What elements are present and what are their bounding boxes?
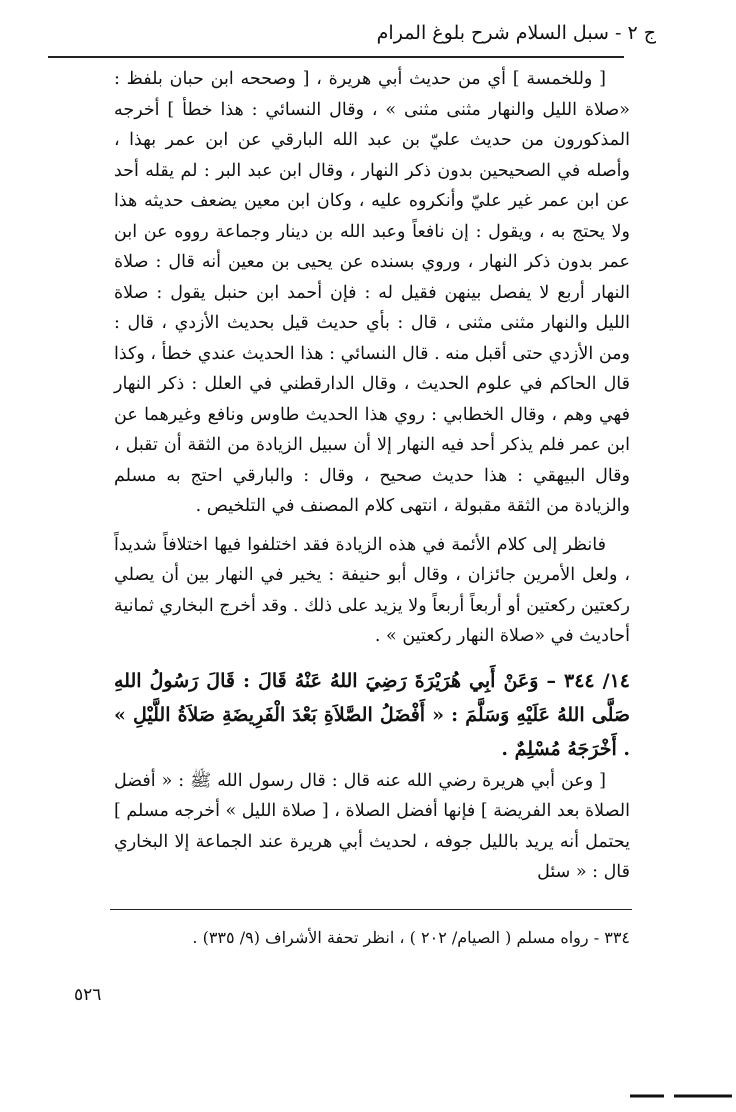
hadith-number: ١٤/ ٣٤٤ [563, 669, 630, 692]
footnote-rule [110, 909, 632, 910]
page-number: ٥٢٦ [74, 985, 102, 1005]
body-paragraph: فانظر إلى كلام الأئمة في هذه الزيادة فقد اختلفوا فيها اختلافاً شديداً ، ولعل الأمرين جائزان ، وقال أبو حنيفة : يخير في النهار بين أن يصلي ركعتين ركعتين أو أربعاً أربعاً ولا يزيد على ذلك . وقد أخرج البخاري ثمانية أحاديث في «صلاة النهار ركعتين » . [114, 534, 630, 646]
header-rule [48, 56, 624, 58]
footnote: ٣٣٤ - رواه مسلم ( الصيام/ ٢٠٢ ) ، انظر تحفة الأشراف (٩/ ٣٣٥) . [192, 928, 630, 947]
scan-edge-mark [628, 1092, 734, 1098]
body-paragraph: [ وللخمسة ] أي من حديث أبي هريرة ، [ وصححه ابن حبان بلفظ : «صلاة الليل والنهار مثنى مثنى » ، وقال النسائي : هذا خطأ ] أخرجه المذكورون من حديث عليّ بن عبد الله البارقي عن ابن عمر بهذا ، وأصله في الصحيحين بدون ذكر النهار ، وقال ابن عبد البر : لم يقله أحد عن ابن عمر غير عليّ وأنكروه عليه ، وكان ابن معين يضعف حديثه هذا ولا يحتج به ، ويقول : إن نافعاً وعبد الله بن دينار وجماعة رووه عن ابن عمر بدون ذكر النهار ، وروي بسنده عن يحيى بن معين أنه قال : صلاة النهار أربع لا يفصل بينهن فقيل له : فإن أحمد ابن حنبل يقول : صلاة الليل والنهار مثنى مثنى ، قال : بأي حديث قيل بحديث الأزدي ، قال : ومن الأزدي حتى أقبل منه . قال النسائي : هذا الحديث عندي خطأ ، وكذا قال الحاكم في علوم الحديث ، وقال الدارقطني في العلل : ذكر النهار فهي وهم ، وقال الخطابي : روي هذا الحديث طاوس ونافع وغيرهما عن ابن عمر فلم يذكر أحد فيه النهار إلا أن سبيل الزيادة من الثقة أن تقبل ، وقال البيهقي : هذا حديث صحيح ، وقال : والبارقي احتج به مسلم والزيادة من الثقة مقبولة ، انتهى كلام المصنف في التلخيص . [114, 69, 630, 516]
hadith-body: – وَعَنْ أَبِي هُرَيْرَةَ رَضِيَ اللهُ عَنْهُ قَالَ : قَالَ رَسُولُ اللهِ صَلَّى اللهُ عَلَيْهِ وَسَلَّمَ : « أَفْضَلُ الصَّلاَةِ بَعْدَ الْفَرِيضَةِ صَلاَةُ اللَّيْلِ » . أَخْرَجَهُ مُسْلِمٌ . [114, 669, 630, 760]
page-body [114, 64, 630, 888]
commentary-paragraph: [ وعن أبي هريرة رضي الله عنه قال : قال رسول الله ﷺ : « أفضل الصلاة بعد الفريضة ] فإنها أفضل الصلاة ، [ صلاة الليل » أخرجه مسلم ] يحتمل أنه يريد بالليل جوفه ، لحديث أبي هريرة عند الجماعة إلا البخاري قال : « سئل [114, 770, 630, 882]
hadith-text [114, 664, 630, 766]
running-header: ج ٢ - سبل السلام شرح بلوغ المرام [376, 22, 656, 44]
